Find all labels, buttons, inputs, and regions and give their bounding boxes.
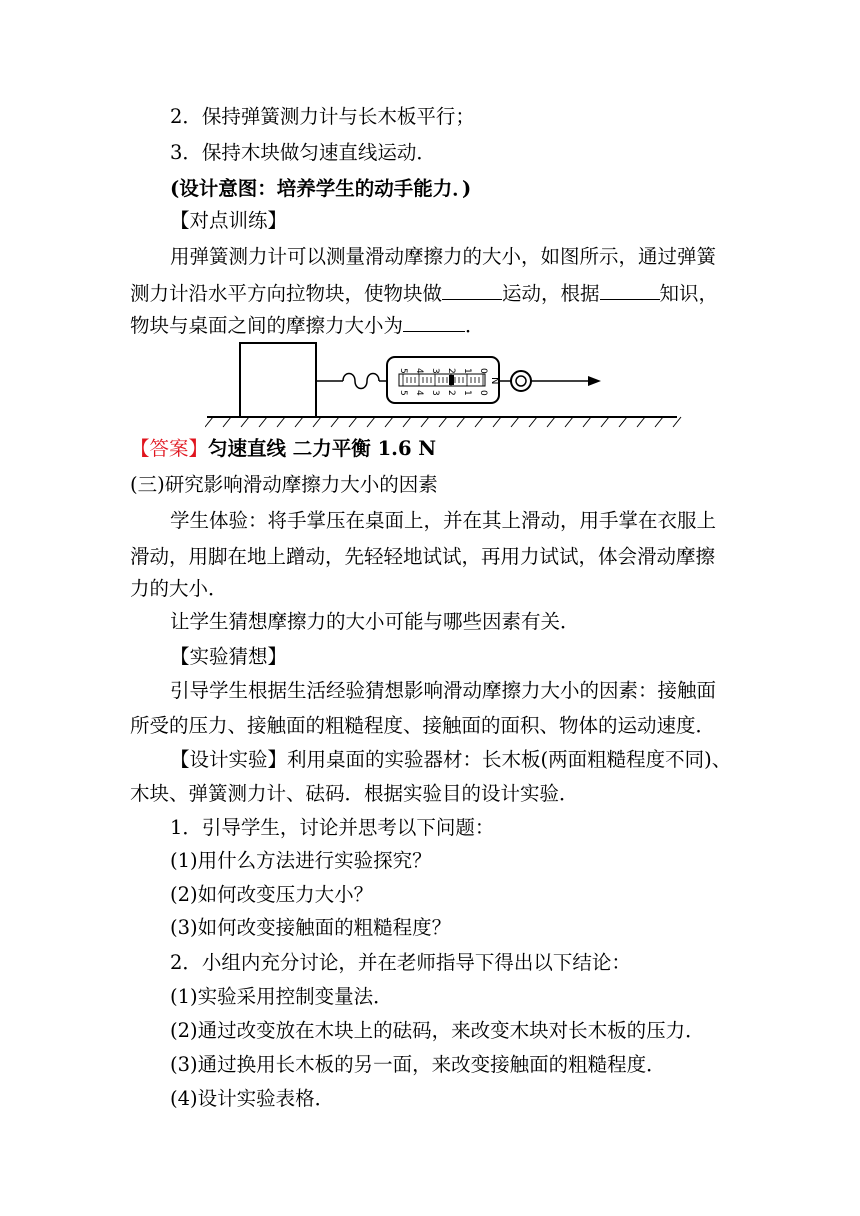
answer-line <box>130 437 436 461</box>
svg-text:3: 3 <box>430 368 440 374</box>
svg-text:2: 2 <box>446 390 456 396</box>
svg-text:0: 0 <box>478 390 488 396</box>
list-item: (4)设计实验表格． <box>170 1087 335 1110</box>
text-segment: 物块与桌面之间的摩擦力大小为 <box>130 314 404 337</box>
section-heading: 【对点训练】 <box>170 209 288 232</box>
unit-label: N <box>489 377 500 385</box>
list-item: (1)用什么方法进行实验探究？ <box>170 849 432 872</box>
text-segment: 运动，根据 <box>502 282 600 305</box>
svg-text:4: 4 <box>414 368 424 374</box>
text-line: 2．保持弹簧测力计与长木板平行； <box>170 105 475 128</box>
scale-pointer <box>449 375 454 385</box>
svg-text:1: 1 <box>462 368 472 374</box>
question-line <box>130 281 718 306</box>
list-item: (3)如何改变接触面的粗糙程度？ <box>170 916 452 939</box>
svg-text:5: 5 <box>398 390 408 396</box>
text-segment: 知识， <box>659 282 719 305</box>
text-line: 【设计实验】利用桌面的实验器材：长木板(两面粗糙程度不同)、 <box>170 748 732 771</box>
scale-slot <box>399 374 485 386</box>
text-line: 3．保持木块做匀速直线运动． <box>170 141 436 164</box>
svg-text:5: 5 <box>398 368 408 374</box>
spring-scale-figure <box>205 337 685 429</box>
text-segment: ． <box>465 314 485 337</box>
text-line: 用弹簧测力计可以测量滑动摩擦力的大小，如图所示，通过弹簧 <box>170 245 717 268</box>
text-line: 引导学生根据生活经验猜想影响滑动摩擦力大小的因素：接触面 <box>170 679 717 702</box>
text-segment: 测力计沿水平方向拉物块，使物块做 <box>130 282 443 305</box>
svg-text:3: 3 <box>430 390 440 396</box>
text-line: 2．小组内充分讨论，并在老师指导下得出以下结论： <box>170 951 631 974</box>
question-line <box>130 313 485 338</box>
section-heading: (三)研究影响滑动摩擦力大小的因素 <box>130 473 438 496</box>
list-item: (2)如何改变压力大小？ <box>170 883 374 906</box>
answer-text: 匀速直线 二力平衡 1.6 N <box>208 437 437 460</box>
answer-blank <box>442 281 502 300</box>
hook-icon <box>343 374 379 389</box>
text-line: 学生体验：将手掌压在桌面上，并在其上滑动，用手掌在衣服上 <box>170 509 717 532</box>
text-line: 滑动，用脚在地上蹭动，先轻轻地试试，再用力试试，体会滑动摩擦 <box>130 545 716 568</box>
answer-blank <box>600 281 660 300</box>
svg-text:1: 1 <box>462 390 472 396</box>
text-line: 力的大小． <box>130 577 228 600</box>
text-line: 所受的压力、接触面的粗糙程度、接触面的面积、物体的运动速度． <box>130 714 716 737</box>
design-intent-note: (设计意图：培养学生的动手能力．) <box>170 177 472 200</box>
section-heading: 【实验猜想】 <box>170 645 288 668</box>
list-item: (3)通过换用长木板的另一面，来改变接触面的粗糙程度． <box>170 1053 666 1076</box>
answer-blank <box>403 313 465 332</box>
arrow-right-icon <box>588 376 601 386</box>
text-line: 1．引导学生，讨论并思考以下问题： <box>170 816 495 839</box>
tabletop-hatching <box>205 417 681 427</box>
answer-label: 【答案】 <box>130 437 209 460</box>
text-line: 让学生猜想摩擦力的大小可能与哪些因素有关． <box>170 610 580 633</box>
wooden-block <box>240 343 316 417</box>
svg-text:2: 2 <box>446 368 456 374</box>
text-line: 木块、弹簧测力计、砝码．根据实验目的设计实验． <box>130 782 579 805</box>
svg-text:0: 0 <box>478 368 488 374</box>
svg-text:4: 4 <box>414 390 424 396</box>
list-item: (1)实验采用控制变量法． <box>170 985 393 1008</box>
list-item: (2)通过改变放在木块上的砝码，来改变木块对长木板的压力． <box>170 1019 705 1042</box>
